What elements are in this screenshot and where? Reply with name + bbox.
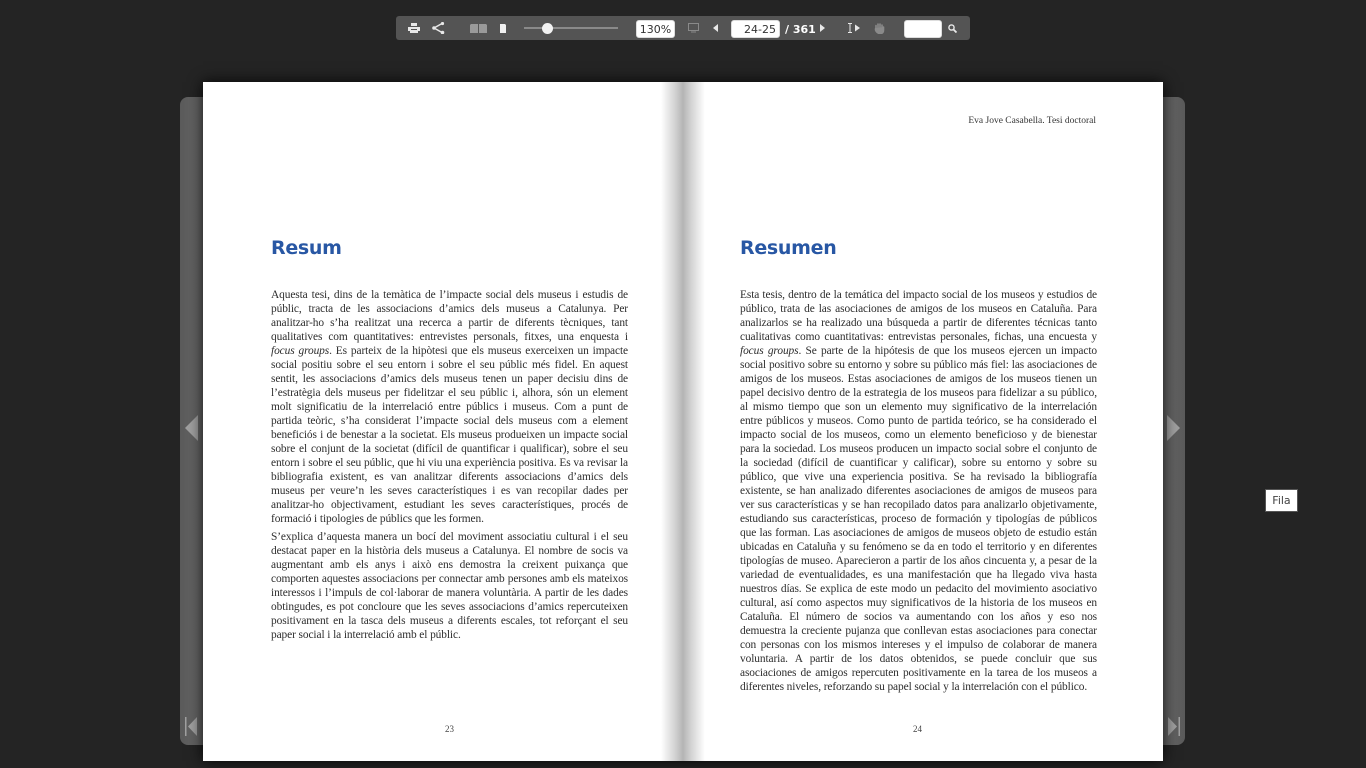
share-icon xyxy=(432,22,445,34)
zoom-slider-track[interactable] xyxy=(524,27,618,29)
triangle-right-icon xyxy=(1167,415,1180,441)
search-input[interactable] xyxy=(904,20,942,38)
italic-term: focus groups xyxy=(271,345,330,357)
total-pages-label: / 361 xyxy=(785,22,816,36)
paragraph-text: . Se parte de la hipótesis de que los museos ejercen un impacto social positivo sobre su entorno y sobre su público más fiel: las asociaciones de amigos de los museos. Estas asociaciones de amigos de los museos tienen un papel decisivo dentro de la estrategia de los museos para fidelizar a su público, al mismo tiempo que son un elemento muy significativo de la interrelación entre públicos y museos. Como punto de partida teórico, se ha considerado el impacto social de los museos, como un elemento beneficioso y de bienestar para la sociedad. Los museos producen un impacto social sobre el conjunto de la sociedad (difícil de cuantificar y calificar), sobre su entorno y sobre su público, que vive una experiencia positiva. Se ha revisado la bibliografía existente, se han analizado diferentes asociaciones de amigos de museos para ver sus características y se han recopilado datos para analizarlo objetivamente, estudiando sus características, proceso de formación y tipologías de públicos que las forman. Las asociaciones de amigos de museos objeto de estudio están ubicadas en Cataluña y su fenómeno se da en todo el territorio y en diferentes tipologías de museo. Aparecieron a partir de los años cincuenta y, a pesar de la variedad de eventualidades, es una manifestación que ha llegado viva hasta nuestros días. Se explica de este modo un pedacito del movimiento asociativo cultural, así como aspectos muy significativos de la historia de los museos en Cataluña. El número de socios va aumentando con los años y eso nos demuestra la creciente pujanza que conllevan estas asociaciones para conectar con personas con los mismos intereses y el impulso de colaborar de manera voluntaria. A partir de los datos obtenidos, se puede concluir que sus asociaciones de amigos repercuten positivamente en la tarea de los museos a diferentes niveles, reforzando su papel social y la interrelación con el público. xyxy=(740,345,1097,693)
hand-icon xyxy=(874,23,885,34)
fullscreen-button[interactable] xyxy=(686,16,700,40)
section-heading: Resumen xyxy=(740,237,837,259)
right-page[interactable] xyxy=(683,82,1163,761)
paragraph xyxy=(740,288,1097,694)
current-pages-value: 24-25 xyxy=(744,22,776,36)
paragraph-text: Aquesta tesi, dins de la temàtica de l’impacte social dels museus i estudis de públic, tracta de les associacions d’amics dels museus a Catalunya. Per analitzar-ho s’ha realitzat una recerca a partir de diferents tècniques, tant qualitatives com quantitatives: entrevistes personals, fitxes, una enquesta i xyxy=(271,289,628,343)
search-button[interactable] xyxy=(946,16,958,40)
zoom-level-field[interactable] xyxy=(636,20,675,38)
next-page-icon xyxy=(820,24,825,32)
abstract-body xyxy=(271,288,628,642)
gutter-shadow xyxy=(661,82,683,761)
single-page-view-button[interactable] xyxy=(498,16,508,40)
text-select-tool-button[interactable] xyxy=(846,16,862,40)
last-page-button[interactable] xyxy=(1168,717,1180,741)
viewer-toolbar xyxy=(396,16,970,40)
page-number-input[interactable] xyxy=(731,20,780,38)
prev-page-button[interactable] xyxy=(710,16,720,40)
search-icon xyxy=(948,24,957,33)
print-button[interactable] xyxy=(407,16,421,40)
tooltip xyxy=(1265,489,1298,512)
zoom-level-value: 130% xyxy=(639,22,672,36)
next-page-arrow[interactable] xyxy=(1167,415,1180,446)
paragraph: S’explica d’aquesta manera un bocí del moviment associatiu cultural i el seu destacat paper en la història dels museus a Catalunya. El nombre de socis va augmentant amb els anys i això ens demostra la creixent puixança que comporten aquestes associacions per connectar amb persones amb els mateixos interessos i l’impuls de col·laborar de manera voluntària. A partir de les dades obtingudes, es pot concloure que les seves associacions d’amics repercuteixen positivament en la tasca dels museus a diferents escales, tot reforçant el seu paper social i la interrelació amb el públic. xyxy=(271,531,628,641)
gutter-shadow xyxy=(683,82,705,761)
first-page-button[interactable] xyxy=(185,717,197,741)
text-select-icon xyxy=(847,23,861,33)
monitor-icon xyxy=(688,23,699,33)
left-page[interactable] xyxy=(203,82,683,761)
first-page-icon xyxy=(185,717,197,736)
pan-tool-button[interactable] xyxy=(872,16,886,40)
triangle-left-icon xyxy=(185,415,198,441)
page-number: 24 xyxy=(913,724,922,734)
zoom-slider-thumb[interactable] xyxy=(542,23,553,34)
section-heading: Resum xyxy=(271,237,342,259)
running-head: Eva Jove Casabella. Tesi doctoral xyxy=(968,116,1096,126)
last-page-icon xyxy=(1168,717,1180,736)
single-page-icon xyxy=(500,24,506,33)
tooltip-text: Fila xyxy=(1272,494,1291,507)
paragraph-text: . Es parteix de la hipòtesi que els museus exerceixen un impacte social positiu sobre el seu entorn i sobre el seu públic més fidel. En aquest sentit, les associacions d’amics dels museus tenen un paper decisiu dins de l’estratègia dels museus per fidelitzar el seu públic i, alhora, són un element molt significatiu de la interrelació entre públics i museus. Com a punt de partida teòric, s’ha considerat l’impacte social dels museus com a element beneficiós i de benestar a la societat. Els museus produeixen un impacte social sobre el conjunt de la societat (difícil de quantificar i qualificar), sobre el seu entorn i sobre el seu públic, que hi viu una experiència positiva. Es va revisar la bibliografia existent, es van analitzar diferents associacions d’amics dels museus per veure’n les seves característiques i es van recopilar dades per analitzar-ho objectivament, estudiant les seves característiques, procés de formació i tipologies de públics que les formen. xyxy=(271,345,628,525)
abstract-body xyxy=(740,288,1097,694)
share-button[interactable] xyxy=(430,16,446,40)
italic-term: focus groups xyxy=(740,345,799,357)
paragraph xyxy=(271,288,628,526)
previous-page-arrow[interactable] xyxy=(185,415,198,446)
prev-page-icon xyxy=(713,24,718,32)
paragraph-text: Esta tesis, dentro de la temática del impacto social de los museos y estudios de público, trata de las asociaciones de amigos de los museos en Cataluña. Para analizarlos se ha realizado una búsqueda a partir de diferentes técnicas tanto cualitativas como cuantitativas: entrevistas personales, fichas, una encuesta y xyxy=(740,289,1097,343)
next-page-button[interactable] xyxy=(817,16,827,40)
page-number: 23 xyxy=(445,724,454,734)
double-page-view-button[interactable] xyxy=(469,16,488,40)
print-icon xyxy=(408,23,420,33)
double-page-icon xyxy=(470,24,487,33)
